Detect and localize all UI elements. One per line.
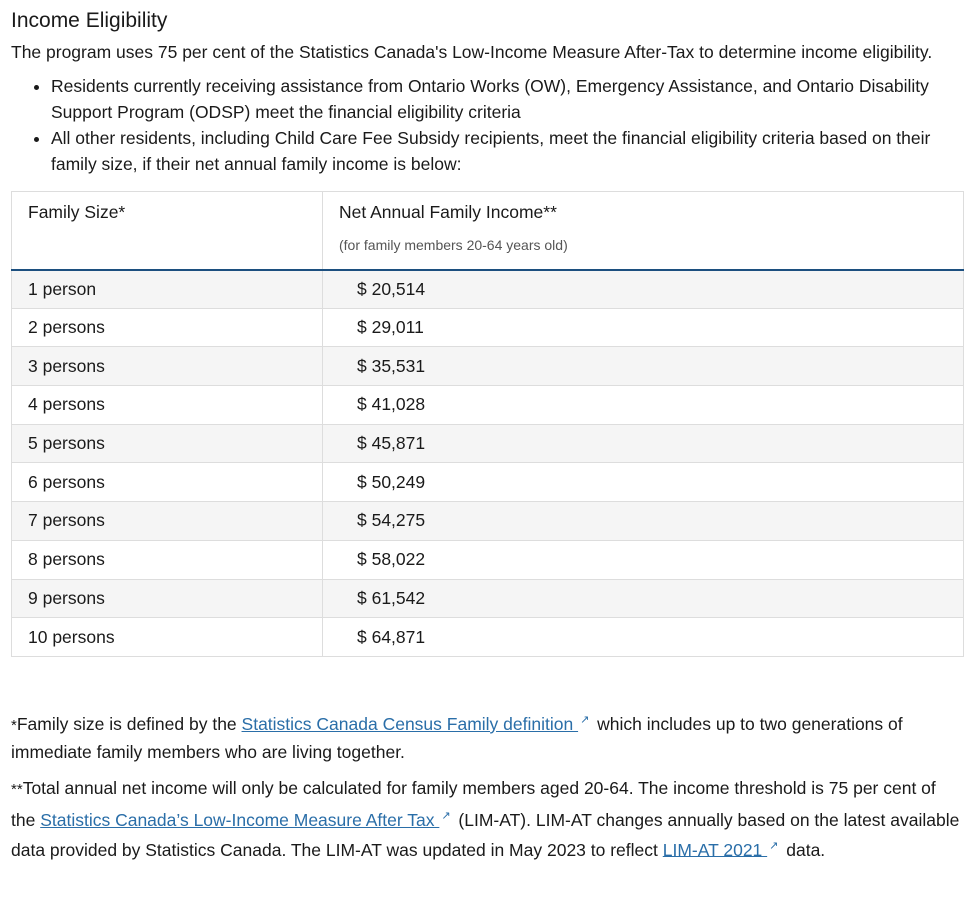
- table-row: [12, 270, 964, 309]
- header-net-income: [323, 192, 964, 270]
- family-size-cell: 3 persons: [12, 347, 323, 386]
- census-family-definition-link[interactable]: Statistics Canada Census Family definition: [241, 713, 579, 734]
- family-size-cell: 7 persons: [12, 502, 323, 541]
- income-cell: $ 64,871: [323, 618, 964, 657]
- family-size-cell: 4 persons: [12, 386, 323, 425]
- header-net-income-label: Net Annual Family Income**: [339, 202, 557, 222]
- family-size-cell: 1 person: [12, 270, 323, 309]
- external-link-icon: ↗: [580, 713, 590, 726]
- family-size-cell: 6 persons: [12, 463, 323, 502]
- income-cell: $ 35,531: [323, 347, 964, 386]
- footnote-text: Family size is defined by the: [16, 713, 242, 734]
- income-cell: $ 54,275: [323, 502, 964, 541]
- footnote-text: (LIM-AT). LIM-AT changes annually based on the latest available data provided by Statistics Canada. The LIM-AT was updated in May 2023 to reflect: [11, 809, 960, 860]
- income-cell: $ 58,022: [323, 540, 964, 579]
- header-family-size: Family Size*: [12, 192, 323, 270]
- external-link-icon: ↗: [441, 809, 451, 822]
- lim-at-measure-link[interactable]: Statistics Canada’s Low-Income Measure After Tax: [40, 809, 440, 830]
- criteria-item-assistance: • Residents currently receiving assistance from Ontario Works (OW), Emergency Assistance, and Ontario Disability Support Program (ODSP) meet the financial eligibility criteria: [51, 73, 964, 125]
- footnote-marker-single: *: [11, 716, 17, 734]
- family-size-cell: 8 persons: [12, 540, 323, 579]
- intro-paragraph: The program uses 75 per cent of the Statistics Canada's Low-Income Measure After-Tax to determine income eligibility.: [11, 42, 933, 62]
- table-header-row: [12, 192, 964, 270]
- header-age-note: (for family members 20-64 years old): [339, 237, 568, 253]
- income-cell: $ 61,542: [323, 579, 964, 618]
- family-size-cell: 2 persons: [12, 308, 323, 347]
- table-row: [12, 424, 964, 463]
- income-cell: $ 20,514: [323, 270, 964, 309]
- table-row: [12, 386, 964, 425]
- income-eligibility-section: [11, 0, 964, 862]
- income-cell: $ 29,011: [323, 308, 964, 347]
- family-size-footnote: [11, 707, 964, 765]
- income-footnote: [11, 775, 964, 863]
- lim-at-2021-link[interactable]: LIM-AT 2021: [662, 839, 768, 860]
- family-size-cell: 9 persons: [12, 579, 323, 618]
- family-size-cell: 10 persons: [12, 618, 323, 657]
- table-row: [12, 347, 964, 386]
- table-row: [12, 308, 964, 347]
- income-cell: $ 50,249: [323, 463, 964, 502]
- footnote-marker-double: **: [11, 780, 23, 798]
- table-row: [12, 618, 964, 657]
- family-size-cell: 5 persons: [12, 424, 323, 463]
- table-row: [12, 502, 964, 541]
- table-row: [12, 579, 964, 618]
- table-row: [12, 540, 964, 579]
- footnote-text: Total annual net income will only be calculated for family members aged 20-64. The income threshold is 75 per cent of the: [11, 777, 936, 830]
- footnote-text: which includes up to two generations of immediate family members who are living together.: [11, 713, 903, 762]
- external-link-icon: ↗: [769, 839, 779, 852]
- income-cell: $ 41,028: [323, 386, 964, 425]
- section-title: Income Eligibility: [11, 9, 168, 32]
- footnote-text: data.: [781, 839, 826, 860]
- income-threshold-table: [11, 191, 964, 657]
- criteria-list: [11, 73, 964, 177]
- criteria-item-other-residents: • All other residents, including Child Care Fee Subsidy recipients, meet the financial eligibility criteria based on their family size, if their net annual family income is below:: [51, 125, 964, 177]
- income-cell: $ 45,871: [323, 424, 964, 463]
- table-row: [12, 463, 964, 502]
